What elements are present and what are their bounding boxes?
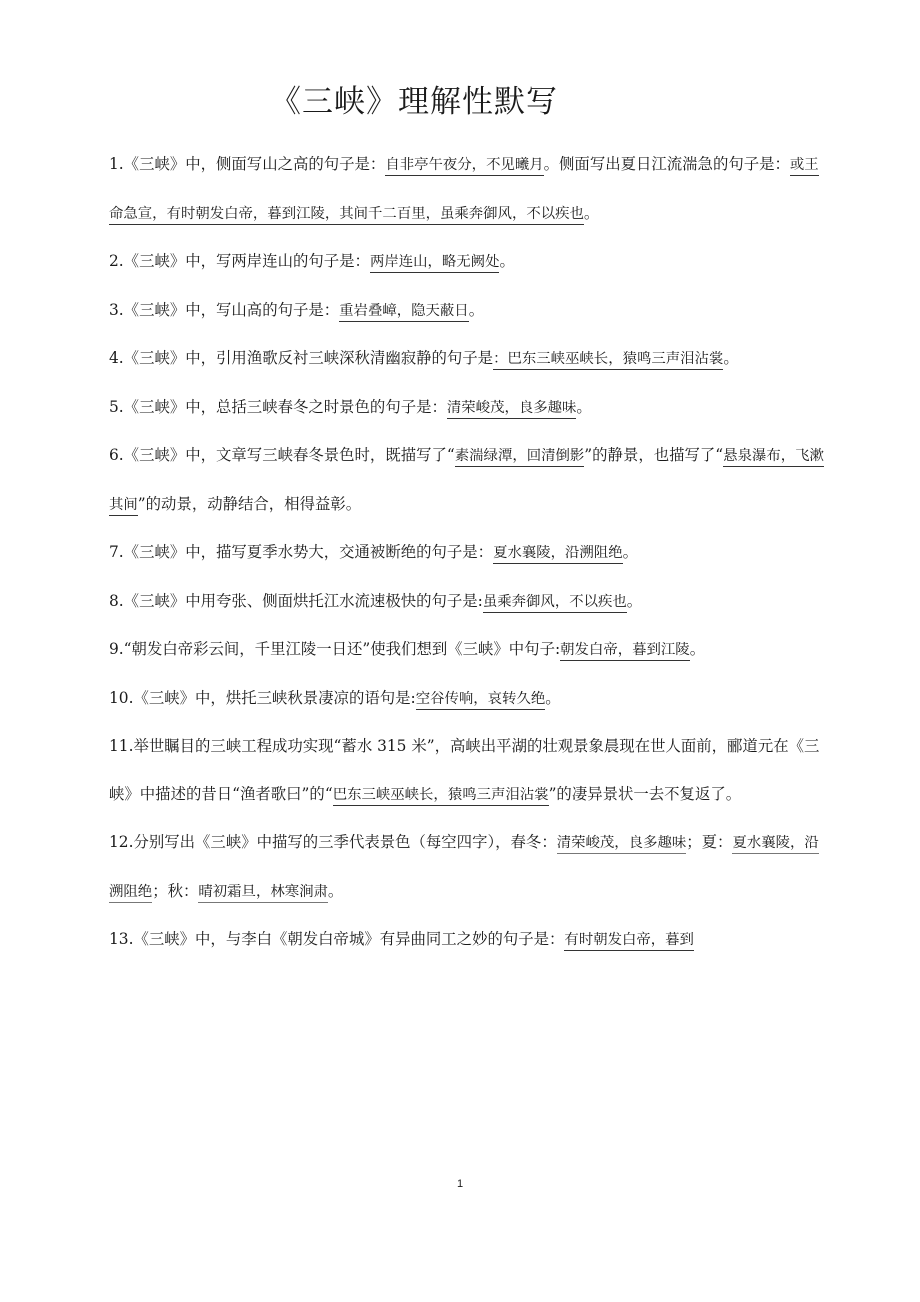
- prompt-text: 。: [583, 203, 600, 222]
- prompt-text: 。侧面写出夏日江流湍急的句子是：: [543, 155, 790, 173]
- answer-text: 巴东三峡巫峡长，猿鸣三声泪沾裳: [333, 787, 549, 806]
- prompt-text: 。: [626, 591, 643, 610]
- question-item-8: [109, 578, 825, 627]
- prompt-text: 。: [499, 252, 515, 270]
- question-item-13: [109, 916, 825, 965]
- question-item-11: [109, 723, 825, 819]
- prompt-text: 8.《三峡》中用夸张、侧面烘托江水流速极快的句子是:: [109, 591, 483, 610]
- prompt-text: 13.《三峡》中，与李白《朝发白帝城》有异曲同工之妙的句子是：: [109, 930, 565, 948]
- prompt-text: 11.举世瞩目的三峡工程成功实现“蓄水 315 米”，高峡出平湖的壮观景象晨现在世人面前，郦道元在《三峡》中描述的昔日“渔者歌曰”的“: [109, 737, 820, 803]
- prompt-text: 。: [622, 543, 638, 561]
- question-item-3: [109, 287, 825, 336]
- answer-text: 两岸连山，略无阙处: [370, 254, 500, 273]
- prompt-text: 。: [576, 397, 592, 416]
- question-item-12: [109, 819, 825, 916]
- prompt-text: 。: [545, 688, 561, 707]
- answer-text: 清荣峻茂，良多趣味: [557, 835, 687, 854]
- prompt-text: ”的静景，也描写了“: [584, 446, 724, 464]
- answer-text: 重岩叠嶂，隐天蔽日: [339, 303, 469, 322]
- answer-text: 夏水襄陵，沿溯阻绝: [493, 545, 623, 564]
- prompt-text: 1.《三峡》中，侧面写山之高的句子是：: [109, 155, 386, 173]
- page-title: 《三峡》理解性默写: [270, 84, 558, 120]
- prompt-text: ”的凄异景状一去不复返了。: [548, 784, 742, 803]
- answer-text: 悬泉瀑布，飞漱其间: [109, 448, 824, 516]
- answer-text: 或王命急宣，有时朝发白帝，暮到江陵，其间千二百里，虽乘奔御风，不以疾也: [109, 157, 819, 225]
- question-item-6: [109, 432, 825, 529]
- prompt-text: ；夏：: [686, 833, 733, 851]
- question-item-1: [109, 141, 825, 238]
- prompt-text: ”的动景，动静结合，相得益彰。: [137, 494, 362, 513]
- prompt-text: 。: [723, 349, 739, 367]
- answer-text: 空谷传响，哀转久绝: [416, 691, 546, 710]
- question-item-2: [109, 238, 825, 287]
- answer-text: 清荣峻茂，良多趣味: [447, 400, 577, 419]
- answer-text: 自非亭午夜分，不见曦月: [385, 157, 543, 176]
- prompt-text: 9.“朝发白帝彩云间，千里江陵一日还”使我们想到《三峡》中句子:: [109, 640, 561, 658]
- question-item-4: [109, 335, 825, 384]
- prompt-text: 3.《三峡》中，写山高的句子是：: [109, 300, 340, 319]
- answer-text: 朝发白帝，暮到江陵: [560, 642, 690, 661]
- answer-text: 素湍绿潭，回清倒影: [455, 448, 585, 467]
- question-item-7: [109, 529, 825, 578]
- answer-text: 有时朝发白帝，暮到: [564, 932, 694, 951]
- prompt-text: 2.《三峡》中，写两岸连山的句子是：: [109, 252, 370, 270]
- prompt-text: ；秋：: [152, 881, 199, 900]
- answer-text: ：巴东三峡巫峡长，猿鸣三声泪沾裳: [493, 351, 723, 370]
- prompt-text: 6.《三峡》中，文章写三峡春冬景色时，既描写了“: [109, 446, 455, 464]
- prompt-text: 5.《三峡》中，总括三峡春冬之时景色的句子是：: [109, 397, 447, 416]
- question-list: [109, 141, 825, 965]
- page-number: 1: [456, 1178, 464, 1190]
- question-item-10: [109, 675, 825, 724]
- answer-text: 夏水襄陵，沿溯阻绝: [109, 835, 819, 903]
- answer-text: 晴初霜旦，林寒涧肃: [198, 884, 328, 903]
- prompt-text: 。: [468, 300, 485, 319]
- question-item-9: [109, 626, 825, 675]
- prompt-text: 。: [689, 640, 706, 658]
- prompt-text: 。: [327, 881, 344, 900]
- prompt-text: 12.分别写出《三峡》中描写的三季代表景色（每空四字），春冬：: [109, 833, 557, 851]
- prompt-text: 4.《三峡》中，引用渔歌反衬三峡深秋清幽寂静的句子是: [109, 349, 494, 367]
- answer-text: 虽乘奔御风，不以疾也: [483, 594, 627, 613]
- prompt-text: 10.《三峡》中，烘托三峡秋景凄凉的语句是:: [109, 688, 416, 707]
- prompt-text: 7.《三峡》中，描写夏季水势大，交通被断绝的句子是：: [109, 543, 494, 561]
- question-item-5: [109, 384, 825, 433]
